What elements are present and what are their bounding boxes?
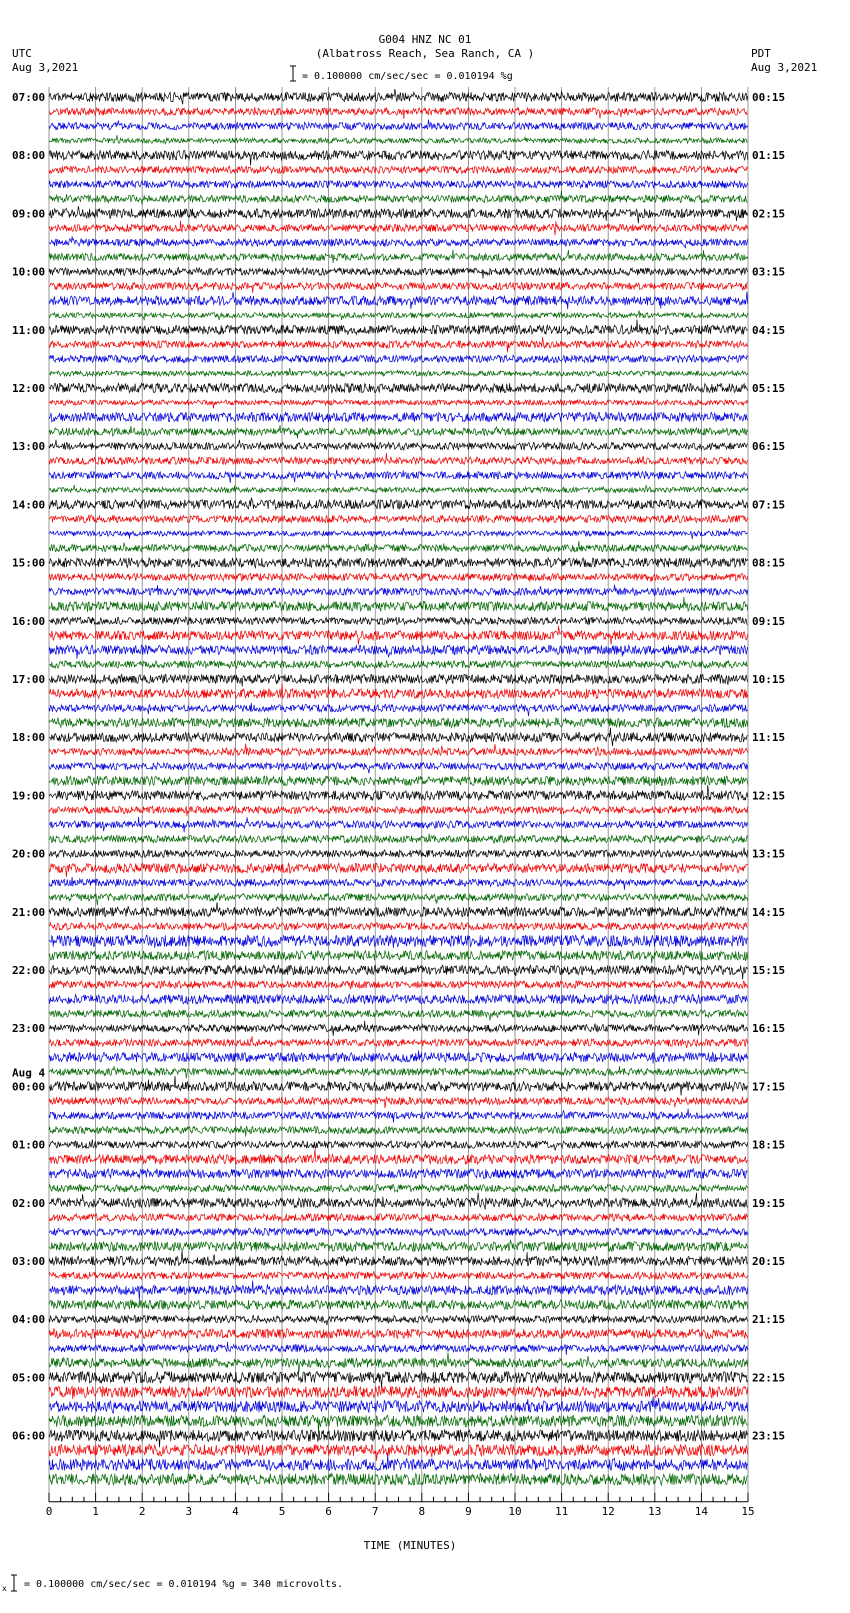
- trace-line: [49, 1214, 748, 1221]
- trace-line: [49, 1314, 748, 1325]
- right-hour-label: 11:15: [752, 731, 786, 745]
- trace-line: [49, 1474, 748, 1486]
- left-hour-label: 05:00: [12, 1371, 46, 1385]
- right-hour-label: 13:15: [752, 847, 786, 861]
- x-tick-label: 7: [371, 1504, 379, 1518]
- trace-line: [49, 412, 748, 422]
- trace-line: [49, 236, 748, 248]
- trace-line: [49, 383, 748, 392]
- trace-line: [49, 355, 748, 362]
- left-hour-label: 03:00: [12, 1255, 46, 1268]
- trace-line: [49, 684, 748, 699]
- trace-line: [49, 485, 748, 493]
- trace-line: [49, 1036, 748, 1048]
- trace-line: [49, 1444, 748, 1461]
- trace-line: [49, 585, 748, 596]
- left-hour-label: 11:00: [12, 323, 46, 337]
- left-hour-label: 22:00: [12, 964, 46, 977]
- trace-line: [49, 785, 748, 800]
- trace-line: [49, 597, 748, 612]
- left-date: Aug 3,2021: [12, 61, 79, 74]
- right-hour-label: 09:15: [752, 614, 786, 628]
- x-tick-label: 11: [554, 1504, 569, 1518]
- right-hour-label: 19:15: [752, 1196, 786, 1210]
- left-hour-label: 10:00: [12, 265, 46, 279]
- trace-line: [49, 1066, 748, 1078]
- left-hour-label: 02:00: [12, 1196, 46, 1210]
- left-hour-label: 17:00: [12, 673, 46, 686]
- left-hour-label: 06:00: [12, 1429, 46, 1443]
- footer-scale-icon: [2, 1572, 22, 1594]
- left-hour-label: 12:00: [12, 382, 46, 395]
- trace-line: [49, 541, 748, 552]
- trace-line: [49, 1430, 748, 1448]
- trace-line: [49, 645, 748, 658]
- trace-line: [49, 425, 748, 438]
- trace-line: [49, 728, 748, 746]
- trace-line: [49, 268, 748, 279]
- trace-line: [49, 1386, 748, 1399]
- x-tick-label: 8: [418, 1504, 426, 1518]
- trace-line: [49, 250, 748, 263]
- x-tick-label: 12: [601, 1504, 615, 1518]
- x-tick-label: 10: [508, 1504, 522, 1518]
- trace-line: [49, 703, 748, 716]
- right-hour-label: 04:15: [752, 323, 786, 337]
- trace-line: [49, 292, 748, 309]
- x-tick-label: 3: [185, 1504, 193, 1518]
- trace-line: [49, 107, 748, 119]
- left-date-label: Aug 4: [12, 1066, 46, 1080]
- trace-line: [49, 965, 748, 979]
- right-hour-label: 10:15: [752, 673, 786, 686]
- trace-line: [49, 776, 748, 786]
- right-hour-label: 01:15: [752, 149, 786, 163]
- footer-scale-text: = 0.100000 cm/sec/sec = 0.010194 %g = 340 microvolts.: [24, 1579, 344, 1590]
- trace-line: [49, 1149, 748, 1164]
- trace-line: [49, 923, 748, 930]
- x-tick-label: 14: [694, 1504, 709, 1518]
- right-hour-label: 06:15: [752, 440, 786, 454]
- left-hour-label: 01:00: [12, 1138, 46, 1152]
- trace-line: [49, 981, 748, 989]
- x-tick-label: 9: [465, 1504, 472, 1518]
- trace-line: [49, 1251, 748, 1266]
- right-hour-label: 02:15: [752, 207, 786, 221]
- trace-line: [49, 1076, 748, 1096]
- left-hour-label: 04:00: [12, 1313, 46, 1327]
- right-hour-label: 20:15: [752, 1255, 786, 1268]
- trace-line: [49, 660, 748, 669]
- trace-line: [49, 1454, 748, 1471]
- x-tick-label: 15: [741, 1504, 755, 1518]
- trace-line: [49, 744, 748, 756]
- left-timezone: UTC: [12, 47, 32, 60]
- trace-line: [49, 994, 748, 1003]
- trace-line: [49, 1050, 748, 1063]
- grid-lines: [49, 87, 748, 1494]
- right-hour-label: 15:15: [752, 964, 786, 977]
- left-hour-label: 13:00: [12, 440, 46, 454]
- trace-line: [49, 470, 748, 483]
- left-hour-label: 07:00: [12, 91, 46, 104]
- trace-line: [49, 1329, 748, 1339]
- trace-line: [49, 528, 748, 539]
- trace-line: [49, 515, 748, 523]
- left-hour-label: 09:00: [12, 207, 46, 221]
- trace-line: [49, 1126, 748, 1136]
- trace-line: [49, 166, 748, 173]
- trace-line: [49, 320, 748, 335]
- x-tick-label: 5: [278, 1504, 286, 1518]
- right-hour-label: 22:15: [752, 1371, 786, 1385]
- left-hour-label: 08:00: [12, 149, 46, 163]
- left-hour-label: 14:00: [12, 498, 46, 512]
- station-title: G004 HNZ NC 01: [378, 33, 472, 46]
- trace-line: [49, 877, 748, 890]
- scale-text: = 0.100000 cm/sec/sec = 0.010194 %g: [302, 71, 513, 82]
- right-hour-label: 05:15: [752, 382, 786, 395]
- right-hour-label: 14:15: [752, 905, 786, 919]
- trace-line: [49, 848, 748, 859]
- trace-line: [49, 1342, 748, 1355]
- trace-line: [49, 573, 748, 582]
- trace-line: [49, 400, 748, 408]
- trace-line: [49, 498, 748, 510]
- trace-line: [49, 1097, 748, 1108]
- trace-line: [49, 718, 748, 728]
- x-tick-label: 4: [232, 1504, 239, 1518]
- left-hour-label: 21:00: [12, 905, 46, 919]
- svg-text:x: x: [2, 1584, 7, 1593]
- x-tick-label: 13: [648, 1504, 662, 1518]
- trace-line: [49, 1185, 748, 1192]
- trace-line: [49, 817, 748, 832]
- right-hour-label: 23:15: [752, 1429, 786, 1443]
- trace-line: [49, 368, 748, 376]
- right-date: Aug 3,2021: [751, 61, 818, 74]
- trace-line: [49, 1281, 748, 1301]
- trace-line: [49, 626, 748, 645]
- right-hour-label: 16:15: [752, 1022, 786, 1036]
- trace-line: [49, 151, 748, 166]
- right-hour-label: 18:15: [752, 1138, 786, 1152]
- trace-line: [49, 617, 748, 624]
- x-tick-label: 6: [325, 1504, 332, 1518]
- trace-line: [49, 135, 748, 144]
- trace-line: [49, 806, 748, 816]
- trace-line: [49, 181, 748, 188]
- time-axis: [46, 1493, 755, 1518]
- x-axis-label: TIME (MINUTES): [363, 1539, 457, 1552]
- trace-line: [49, 89, 748, 104]
- trace-line: [49, 1140, 748, 1151]
- left-hour-label: 19:00: [12, 789, 46, 803]
- trace-line: [49, 1193, 748, 1210]
- trace-line: [49, 1169, 748, 1178]
- right-hour-label: 07:15: [752, 498, 786, 512]
- station-location: (Albatross Reach, Sea Ranch, CA ): [315, 47, 535, 60]
- right-hour-label: 08:15: [752, 556, 786, 570]
- left-hour-label: 00:00: [12, 1080, 46, 1094]
- left-hour-label: 16:00: [12, 614, 46, 628]
- right-timezone: PDT: [751, 47, 771, 60]
- trace-series: [49, 89, 748, 1485]
- left-hour-label: 18:00: [12, 731, 46, 745]
- trace-line: [49, 337, 748, 352]
- trace-line: [49, 674, 748, 686]
- trace-line: [49, 1021, 748, 1036]
- trace-line: [49, 863, 748, 877]
- trace-line: [49, 453, 748, 464]
- trace-line: [49, 1300, 748, 1313]
- trace-line: [49, 120, 748, 130]
- trace-line: [49, 834, 748, 844]
- trace-line: [49, 310, 748, 320]
- left-hour-label: 23:00: [12, 1022, 46, 1036]
- trace-line: [49, 1396, 748, 1413]
- trace-line: [49, 951, 748, 964]
- right-hour-label: 17:15: [752, 1080, 786, 1094]
- right-hour-label: 00:15: [752, 91, 786, 104]
- trace-line: [49, 191, 748, 205]
- left-hour-label: 20:00: [12, 847, 46, 861]
- right-hour-label: 12:15: [752, 789, 786, 803]
- trace-line: [49, 206, 748, 223]
- trace-line: [49, 1109, 748, 1123]
- x-tick-label: 1: [92, 1504, 99, 1518]
- trace-line: [49, 1372, 748, 1388]
- trace-line: [49, 1010, 748, 1021]
- right-hour-label: 21:15: [752, 1313, 786, 1327]
- trace-line: [49, 935, 748, 948]
- right-hour-label: 03:15: [752, 265, 786, 279]
- trace-line: [49, 1228, 748, 1235]
- trace-line: [49, 1415, 748, 1433]
- trace-line: [49, 1272, 748, 1279]
- trace-line: [49, 763, 748, 774]
- trace-line: [49, 902, 748, 916]
- trace-line: [49, 558, 748, 568]
- trace-line: [49, 283, 748, 293]
- x-tick-label: 0: [45, 1504, 53, 1518]
- x-tick-label: 2: [138, 1504, 146, 1518]
- trace-line: [49, 1240, 748, 1251]
- trace-line: [49, 221, 748, 236]
- trace-line: [49, 1353, 748, 1373]
- trace-line: [49, 440, 748, 450]
- trace-line: [49, 894, 748, 906]
- left-hour-label: 15:00: [12, 556, 46, 570]
